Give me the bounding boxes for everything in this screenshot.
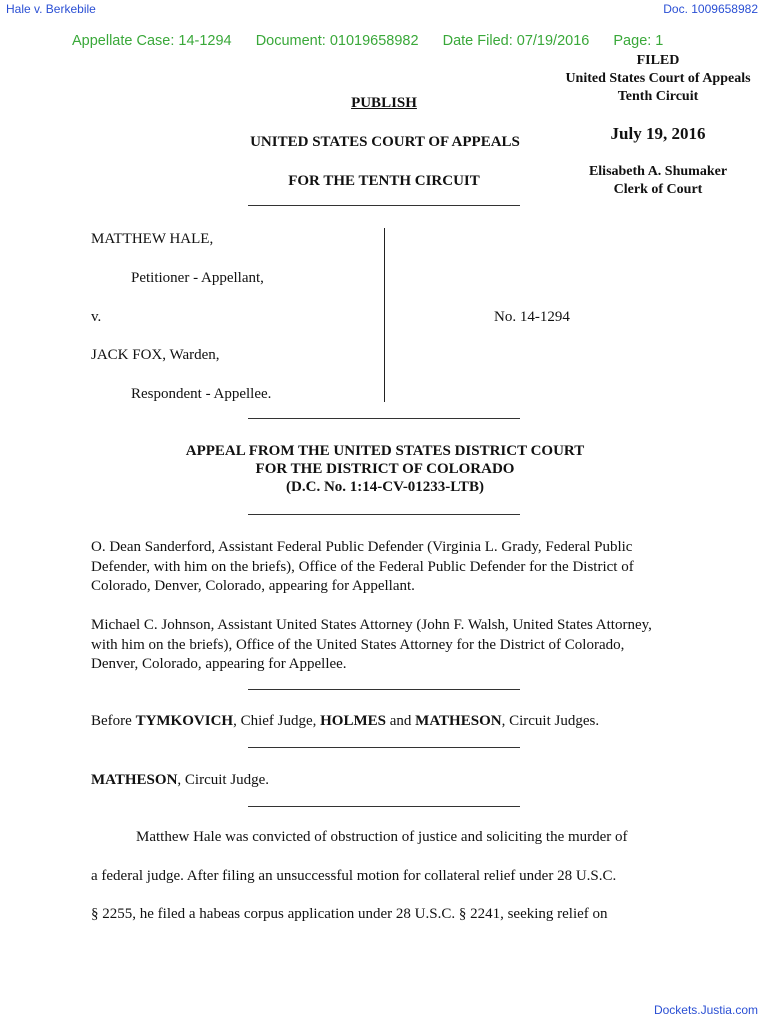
doc-number-link[interactable]: Doc. 1009658982 <box>663 2 758 16</box>
clerk-block <box>548 163 768 199</box>
clerk-name: Elisabeth A. Shumaker <box>588 164 728 179</box>
author-line <box>91 771 269 791</box>
appeal-heading <box>120 442 650 496</box>
filed-circuit: Tenth Circuit <box>617 89 699 104</box>
filed-block <box>548 52 768 106</box>
judge-matheson: MATHESON <box>415 713 502 729</box>
appeal-line-1: APPEAL FROM THE UNITED STATES DISTRICT COURT <box>185 443 585 459</box>
filed-label: FILED <box>636 53 680 68</box>
appeal-line-3: (D.C. No. 1:14-CV-01233-LTB) <box>286 479 484 495</box>
clerk-title: Clerk of Court <box>613 182 703 197</box>
publish-heading: PUBLISH <box>351 95 417 111</box>
page-number: Page: 1 <box>613 33 664 49</box>
caption-separator <box>384 228 385 402</box>
filed-date: July 19, 2016 <box>610 124 706 143</box>
appellee-counsel: Michael C. Johnson, Assistant United States Attorney (John F. Walsh, United States Attorney, with him on the briefs), Office of the United States Attorney for the District of Colorado, Denver, Colorado, appearing for Appellee. <box>91 617 652 672</box>
versus: v. <box>91 309 102 325</box>
appellant-counsel: O. Dean Sanderford, Assistant Federal Public Defender (Virginia L. Grady, Federal Public Defender, with him on the briefs), Office of the Federal Public Defender for the District of Colorado, Denver, Colorado, appearing for Appellant. <box>91 539 634 594</box>
respondent-name: JACK FOX, Warden, <box>91 347 220 363</box>
divider <box>248 205 520 206</box>
appeal-line-2: FOR THE DISTRICT OF COLORADO <box>255 461 515 477</box>
panel-before: Before <box>91 713 136 729</box>
panel-line <box>91 712 599 732</box>
filing-stamp <box>72 33 663 49</box>
chief-judge-title: , Chief Judge, <box>233 713 321 729</box>
author-name: MATHESON <box>91 772 178 788</box>
petitioner-name: MATTHEW HALE, <box>91 231 214 247</box>
circuit-judges-title: , Circuit Judges. <box>501 713 600 729</box>
judge-tymkovich: TYMKOVICH <box>135 713 234 729</box>
divider <box>248 806 520 807</box>
judge-holmes: HOLMES <box>320 713 386 729</box>
divider <box>248 514 520 515</box>
document-number: Document: 01019658982 <box>255 33 419 49</box>
appellate-case: Appellate Case: 14-1294 <box>72 33 232 49</box>
circuit-heading: FOR THE TENTH CIRCUIT <box>288 173 480 189</box>
court-heading: UNITED STATES COURT OF APPEALS <box>250 134 520 150</box>
opinion-line-2: a federal judge. After filing an unsuccessful motion for collateral relief under 28 U.S.C. <box>91 868 617 884</box>
date-filed: Date Filed: 07/19/2016 <box>442 33 590 49</box>
justia-source-link[interactable]: Dockets.Justia.com <box>653 1003 758 1017</box>
divider <box>248 418 520 419</box>
case-name-link[interactable]: Hale v. Berkebile <box>6 2 96 16</box>
divider <box>248 689 520 690</box>
respondent-role: Respondent - Appellee. <box>131 386 272 402</box>
filed-court: United States Court of Appeals <box>565 71 751 86</box>
divider <box>248 747 520 748</box>
opinion-line-1: Matthew Hale was convicted of obstruction of justice and soliciting the murder of <box>136 829 628 845</box>
petitioner-role: Petitioner - Appellant, <box>131 270 264 286</box>
opinion-line-3: § 2255, he filed a habeas corpus application under 28 U.S.C. § 2241, seeking relief on <box>91 906 608 922</box>
author-title: , Circuit Judge. <box>177 772 270 788</box>
case-number: No. 14-1294 <box>494 309 570 325</box>
panel-and: and <box>386 713 416 729</box>
